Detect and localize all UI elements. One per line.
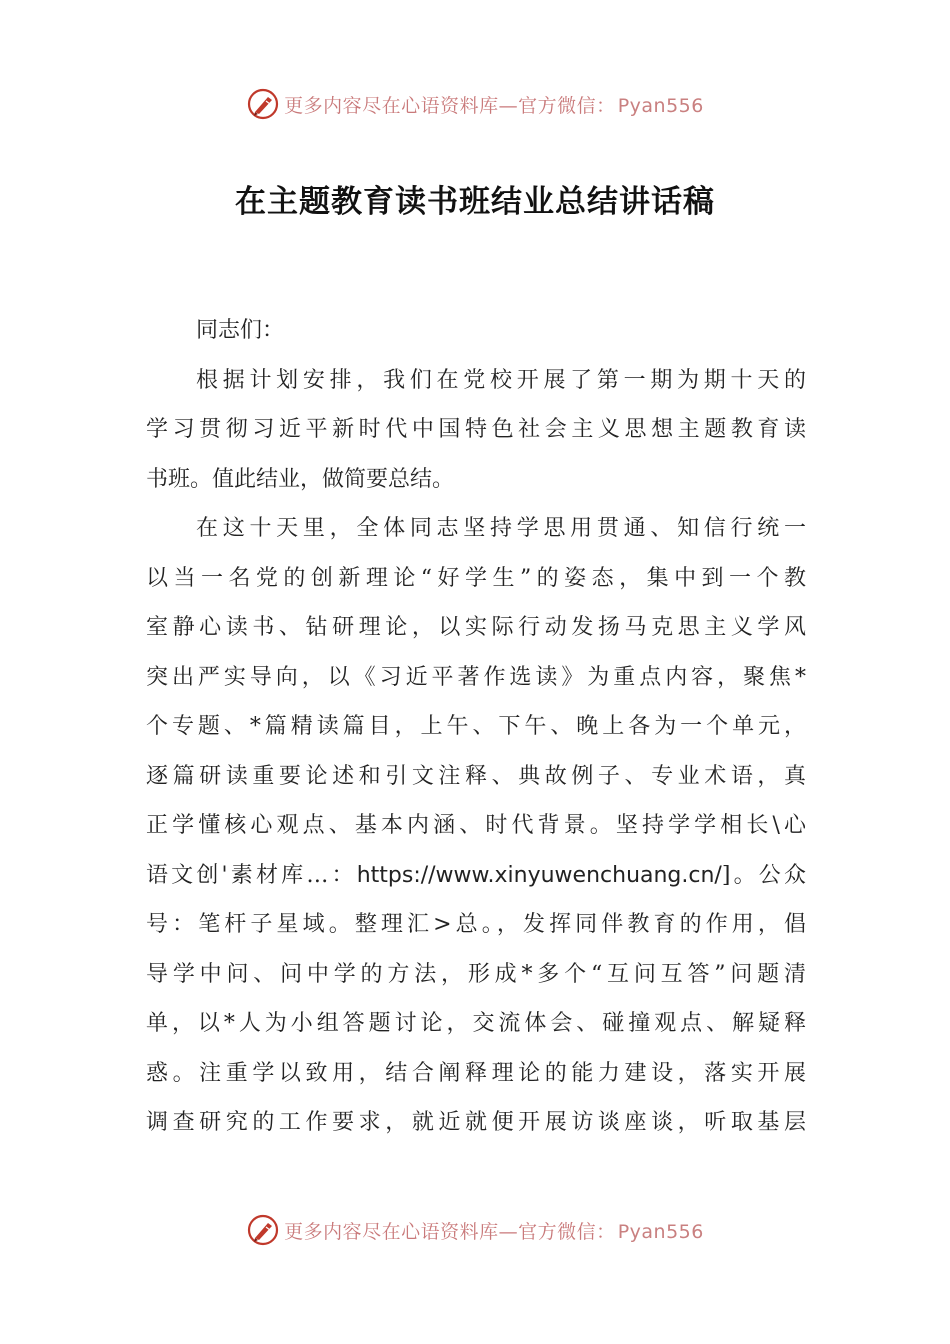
paragraph-line: 根据计划安排，我们在党校开展了第一期为期十天的	[196, 367, 806, 393]
pen-logo-icon	[246, 87, 280, 121]
paragraph-line: 单，以*人为小组答题讨论，交流体会、碰撞观点、解疑释	[146, 1011, 806, 1036]
paragraph-line: 室静心读书、钻研理论，以实际行动发扬马克思主义学风	[146, 615, 806, 640]
paragraph-line-with-url: 语文创'素材库…：https://www.xinyuwenchuang.cn/]。公众	[146, 862, 806, 888]
paragraph-line: 学习贯彻习近平新时代中国特色社会主义思想主题教育读	[146, 417, 806, 442]
banner-text: 更多内容尽在心语资料库—官方微信： Pyan556	[284, 94, 704, 117]
header-banner	[0, 86, 950, 122]
paragraph-line: 号：笔杆子星域。整理汇>总。，发挥同伴教育的作用，倡	[146, 912, 806, 937]
paragraph-line: 导学中问、问中学的方法，形成*多个“互问互答”问题清	[146, 961, 806, 987]
document-title: 在主题教育读书班结业总结讲话稿	[235, 184, 715, 220]
footer-banner	[0, 1212, 950, 1248]
paragraph-line: 突出严实导向，以《习近平著作选读》为重点内容，聚焦*	[146, 664, 806, 690]
url-link[interactable]: https://www.xinyuwenchuang.cn/	[356, 862, 722, 888]
paragraph-line: 在这十天里，全体同志坚持学思用贯通、知信行统一	[196, 516, 806, 541]
paragraph-line: 书班。值此结业，做简要总结。	[146, 466, 455, 492]
paragraph-line: 调查研究的工作要求，就近就便开展访谈座谈，听取基层	[146, 1110, 806, 1135]
paragraph-line: 惑。注重学以致用，结合阐释理论的能力建设，落实开展	[146, 1060, 806, 1086]
paragraph-line: 以当一名党的创新理论“好学生”的姿态，集中到一个教	[146, 565, 806, 591]
pen-logo-icon	[246, 1213, 280, 1247]
paragraph-line: 个专题、*篇精读篇目，上午、下午、晚上各为一个单元，	[146, 714, 806, 739]
paragraph-line: 正学懂核心观点、基本内涵、时代背景。坚持学学相长\心	[146, 813, 806, 838]
salutation: 同志们：	[196, 318, 285, 343]
paragraph-line: 逐篇研读重要论述和引文注释、典故例子、专业术语，真	[146, 763, 806, 789]
document-body	[146, 306, 806, 1148]
banner-text: 更多内容尽在心语资料库—官方微信： Pyan556	[284, 1220, 704, 1243]
